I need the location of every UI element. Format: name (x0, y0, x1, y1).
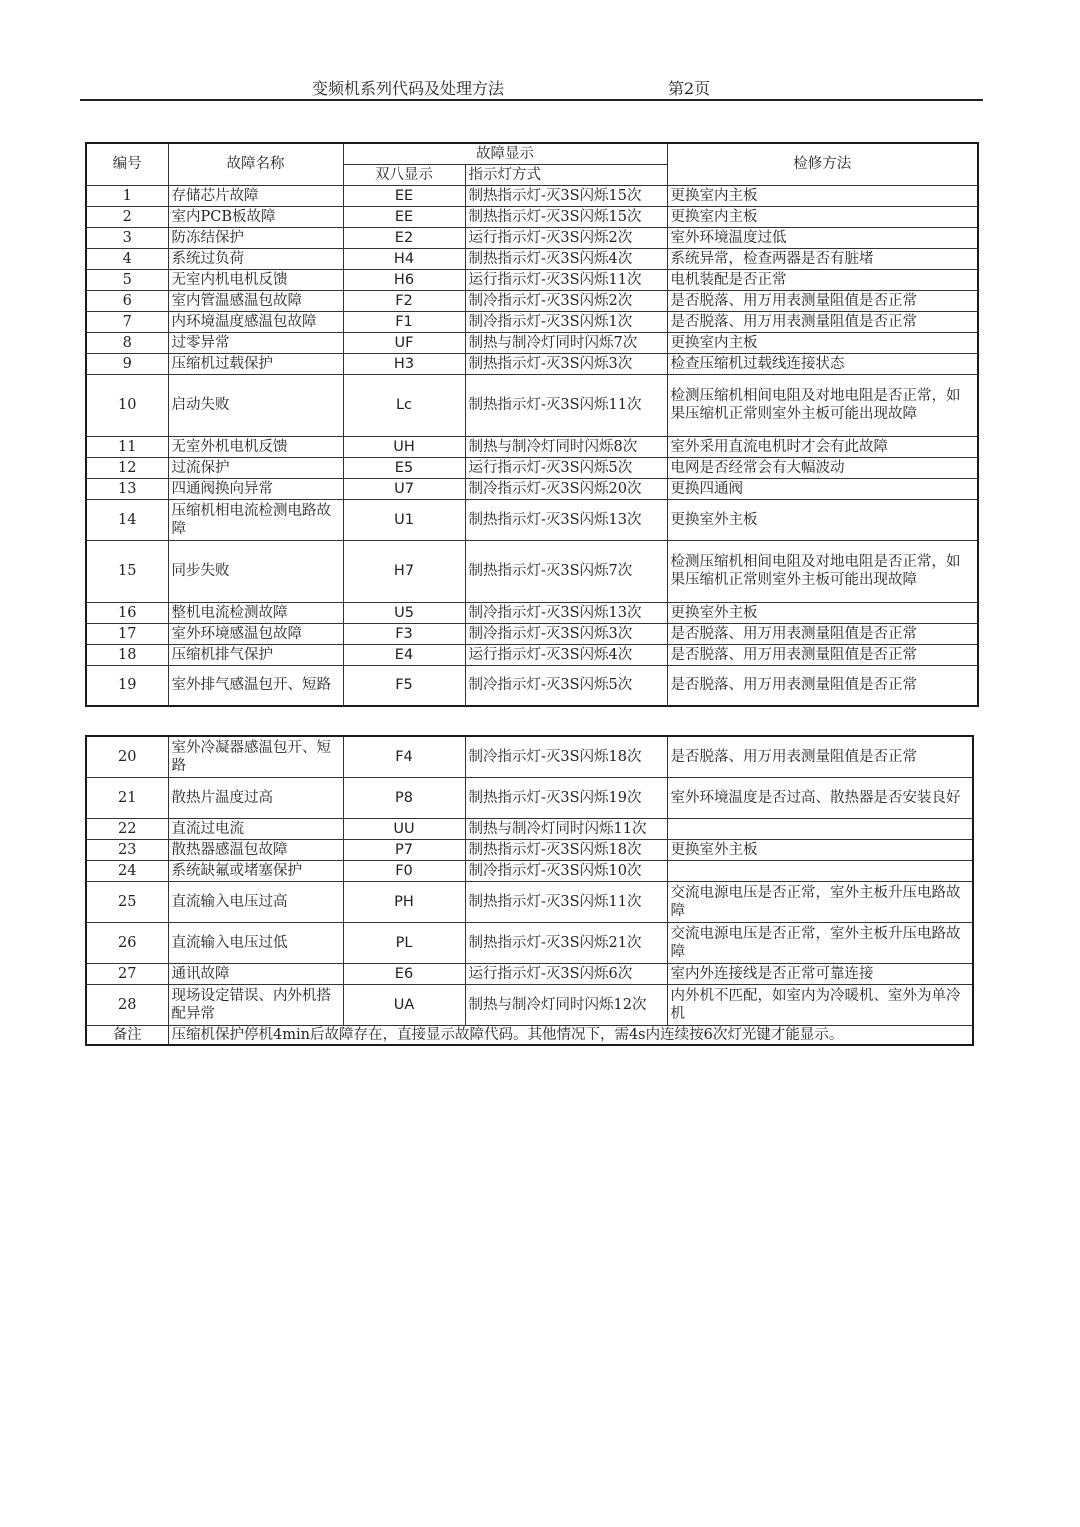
row-number: 20 (86, 736, 168, 777)
row-number: 2 (86, 206, 168, 227)
repair-method: 系统异常，检查两器是否有脏堵 (667, 248, 978, 269)
table-row (86, 644, 978, 665)
double-eight-code: H3 (343, 353, 465, 374)
double-eight-code: UF (343, 332, 465, 353)
repair-method: 是否脱落、用万用表测量阻值是否正常 (667, 290, 978, 311)
row-number: 9 (86, 353, 168, 374)
double-eight-code: E5 (343, 457, 465, 478)
table-row (86, 353, 978, 374)
double-eight-code: P8 (343, 777, 465, 818)
double-eight-code: UU (343, 818, 465, 839)
fault-name: 内环境温度感温包故障 (168, 311, 343, 332)
fault-name: 系统缺氟或堵塞保护 (168, 860, 343, 881)
table-row (86, 818, 973, 839)
fault-name: 室内管温感温包故障 (168, 290, 343, 311)
table-row (86, 269, 978, 290)
led-indicator-mode: 运行指示灯-灭3S闪烁6次 (465, 963, 667, 984)
row-number: 15 (86, 540, 168, 602)
double-eight-code: H4 (343, 248, 465, 269)
header-fault-name: 故障名称 (168, 143, 343, 185)
led-indicator-mode: 制热指示灯-灭3S闪烁15次 (465, 206, 667, 227)
fault-name: 室外冷凝器感温包开、短路 (168, 736, 343, 777)
row-number: 14 (86, 499, 168, 540)
repair-method: 交流电源电压是否正常，室外主板升压电路故障 (667, 922, 973, 963)
repair-method: 电网是否经常会有大幅波动 (667, 457, 978, 478)
repair-method: 是否脱落、用万用表测量阻值是否正常 (667, 311, 978, 332)
double-eight-code: U1 (343, 499, 465, 540)
double-eight-code: F3 (343, 623, 465, 644)
double-eight-code: EE (343, 185, 465, 206)
repair-method: 室外采用直流电机时才会有此故障 (667, 436, 978, 457)
led-indicator-mode: 制冷指示灯-灭3S闪烁20次 (465, 478, 667, 499)
table-row (86, 860, 973, 881)
fault-name: 存储芯片故障 (168, 185, 343, 206)
table-row (86, 623, 978, 644)
repair-method: 检测压缩机相间电阻及对地电阻是否正常，如果压缩机正常则室外主板可能出现故障 (667, 540, 978, 602)
fault-name: 过零异常 (168, 332, 343, 353)
led-indicator-mode: 制冷指示灯-灭3S闪烁18次 (465, 736, 667, 777)
fault-name: 防冻结保护 (168, 227, 343, 248)
row-number: 16 (86, 602, 168, 623)
fault-name: 同步失败 (168, 540, 343, 602)
fault-name: 室外排气感温包开、短路 (168, 665, 343, 706)
table-row (86, 206, 978, 227)
row-number: 17 (86, 623, 168, 644)
repair-method: 更换四通阀 (667, 478, 978, 499)
repair-method (667, 860, 973, 881)
fault-name: 散热片温度过高 (168, 777, 343, 818)
double-eight-code: U5 (343, 602, 465, 623)
table-row (86, 499, 978, 540)
double-eight-code: E6 (343, 963, 465, 984)
row-number: 28 (86, 984, 168, 1025)
repair-method: 更换室内主板 (667, 185, 978, 206)
header-led-mode: 指示灯方式 (465, 164, 667, 185)
repair-method: 更换室内主板 (667, 206, 978, 227)
fault-name: 压缩机排气保护 (168, 644, 343, 665)
led-indicator-mode: 制热与制冷灯同时闪烁12次 (465, 984, 667, 1025)
led-indicator-mode: 制冷指示灯-灭3S闪烁5次 (465, 665, 667, 706)
fault-name: 系统过负荷 (168, 248, 343, 269)
row-number: 12 (86, 457, 168, 478)
fault-name: 直流过电流 (168, 818, 343, 839)
row-number: 18 (86, 644, 168, 665)
repair-method: 更换室外主板 (667, 499, 978, 540)
fault-name: 无室内机电机反馈 (168, 269, 343, 290)
double-eight-code: U7 (343, 478, 465, 499)
row-number: 23 (86, 839, 168, 860)
repair-method: 室外环境温度过低 (667, 227, 978, 248)
fault-name: 散热器感温包故障 (168, 839, 343, 860)
repair-method: 是否脱落、用万用表测量阻值是否正常 (667, 736, 973, 777)
repair-method: 内外机不匹配，如室内为冷暖机、室外为单冷机 (667, 984, 973, 1025)
led-indicator-mode: 制热与制冷灯同时闪烁11次 (465, 818, 667, 839)
double-eight-code: UH (343, 436, 465, 457)
repair-method (667, 818, 973, 839)
double-eight-code: E4 (343, 644, 465, 665)
double-eight-code: PH (343, 881, 465, 922)
header-repair-method: 检修方法 (667, 143, 978, 185)
table-row (86, 963, 973, 984)
fault-name: 直流输入电压过低 (168, 922, 343, 963)
row-number: 21 (86, 777, 168, 818)
double-eight-code: Lc (343, 374, 465, 436)
double-eight-code: H6 (343, 269, 465, 290)
led-indicator-mode: 制热指示灯-灭3S闪烁13次 (465, 499, 667, 540)
repair-method: 更换室外主板 (667, 839, 973, 860)
row-number: 27 (86, 963, 168, 984)
fault-name: 过流保护 (168, 457, 343, 478)
table-row (86, 185, 978, 206)
double-eight-code: F4 (343, 736, 465, 777)
repair-method: 是否脱落、用万用表测量阻值是否正常 (667, 644, 978, 665)
fault-name: 无室外机电机反馈 (168, 436, 343, 457)
fault-name: 通讯故障 (168, 963, 343, 984)
double-eight-code: F1 (343, 311, 465, 332)
double-eight-code: PL (343, 922, 465, 963)
led-indicator-mode: 运行指示灯-灭3S闪烁5次 (465, 457, 667, 478)
header-double-eight: 双八显示 (343, 164, 465, 185)
led-indicator-mode: 制冷指示灯-灭3S闪烁3次 (465, 623, 667, 644)
double-eight-code: EE (343, 206, 465, 227)
row-number: 19 (86, 665, 168, 706)
fault-name: 四通阀换向异常 (168, 478, 343, 499)
fault-name: 室外环境感温包故障 (168, 623, 343, 644)
table-row (86, 881, 973, 922)
row-number: 3 (86, 227, 168, 248)
row-number: 25 (86, 881, 168, 922)
table-row (86, 478, 978, 499)
row-number: 26 (86, 922, 168, 963)
repair-method: 交流电源电压是否正常，室外主板升压电路故障 (667, 881, 973, 922)
table-row (86, 540, 978, 602)
row-number: 24 (86, 860, 168, 881)
fault-code-table-part2 (85, 735, 974, 1046)
led-indicator-mode: 运行指示灯-灭3S闪烁11次 (465, 269, 667, 290)
row-number: 22 (86, 818, 168, 839)
double-eight-code: UA (343, 984, 465, 1025)
double-eight-code: H7 (343, 540, 465, 602)
fault-name: 整机电流检测故障 (168, 602, 343, 623)
table-row (86, 436, 978, 457)
led-indicator-mode: 制热指示灯-灭3S闪烁19次 (465, 777, 667, 818)
repair-method: 室外环境温度是否过高、散热器是否安装良好 (667, 777, 973, 818)
row-number: 6 (86, 290, 168, 311)
note-text: 压缩机保护停机4min后故障存在，直接显示故障代码。其他情况下，需4s内连续按6次灯光键才能显示。 (168, 1025, 973, 1045)
led-indicator-mode: 制冷指示灯-灭3S闪烁2次 (465, 290, 667, 311)
repair-method: 是否脱落、用万用表测量阻值是否正常 (667, 665, 978, 706)
table-row (86, 602, 978, 623)
double-eight-code: F0 (343, 860, 465, 881)
table-row (86, 248, 978, 269)
fault-code-table-part1 (85, 142, 979, 707)
fault-name: 现场设定错误、内外机搭配异常 (168, 984, 343, 1025)
led-indicator-mode: 制热指示灯-灭3S闪烁3次 (465, 353, 667, 374)
repair-method: 是否脱落、用万用表测量阻值是否正常 (667, 623, 978, 644)
repair-method: 更换室外主板 (667, 602, 978, 623)
fault-name: 室内PCB板故障 (168, 206, 343, 227)
led-indicator-mode: 制冷指示灯-灭3S闪烁10次 (465, 860, 667, 881)
row-number: 5 (86, 269, 168, 290)
table-row (86, 736, 973, 777)
table-row (86, 374, 978, 436)
led-indicator-mode: 制热指示灯-灭3S闪烁4次 (465, 248, 667, 269)
led-indicator-mode: 制热与制冷灯同时闪烁8次 (465, 436, 667, 457)
fault-name: 启动失败 (168, 374, 343, 436)
fault-name: 压缩机过载保护 (168, 353, 343, 374)
double-eight-code: P7 (343, 839, 465, 860)
row-number: 7 (86, 311, 168, 332)
fault-name: 压缩机相电流检测电路故障 (168, 499, 343, 540)
row-number: 8 (86, 332, 168, 353)
row-number: 4 (86, 248, 168, 269)
repair-method: 检查压缩机过载线连接状态 (667, 353, 978, 374)
repair-method: 更换室内主板 (667, 332, 978, 353)
led-indicator-mode: 运行指示灯-灭3S闪烁2次 (465, 227, 667, 248)
table-row (86, 227, 978, 248)
fault-name: 直流输入电压过高 (168, 881, 343, 922)
double-eight-code: E2 (343, 227, 465, 248)
led-indicator-mode: 制冷指示灯-灭3S闪烁1次 (465, 311, 667, 332)
table-row (86, 332, 978, 353)
led-indicator-mode: 制热指示灯-灭3S闪烁18次 (465, 839, 667, 860)
led-indicator-mode: 制热指示灯-灭3S闪烁11次 (465, 881, 667, 922)
header-no: 编号 (86, 143, 168, 185)
led-indicator-mode: 制冷指示灯-灭3S闪烁13次 (465, 602, 667, 623)
row-number: 11 (86, 436, 168, 457)
page-number: 第2页 (668, 79, 711, 98)
note-label: 备注 (86, 1025, 168, 1045)
led-indicator-mode: 制热指示灯-灭3S闪烁7次 (465, 540, 667, 602)
header-divider (80, 99, 983, 101)
table-row (86, 665, 978, 706)
row-number: 10 (86, 374, 168, 436)
double-eight-code: F5 (343, 665, 465, 706)
table-row (86, 457, 978, 478)
table-row (86, 290, 978, 311)
repair-method: 电机装配是否正常 (667, 269, 978, 290)
table-row (86, 311, 978, 332)
table-row (86, 984, 973, 1025)
led-indicator-mode: 制热指示灯-灭3S闪烁11次 (465, 374, 667, 436)
double-eight-code: F2 (343, 290, 465, 311)
row-number: 13 (86, 478, 168, 499)
led-indicator-mode: 运行指示灯-灭3S闪烁4次 (465, 644, 667, 665)
led-indicator-mode: 制热与制冷灯同时闪烁7次 (465, 332, 667, 353)
document-title: 变频机系列代码及处理方法 (312, 79, 505, 98)
row-number: 1 (86, 185, 168, 206)
header-fault-display: 故障显示 (343, 143, 667, 164)
led-indicator-mode: 制热指示灯-灭3S闪烁21次 (465, 922, 667, 963)
repair-method: 检测压缩机相间电阻及对地电阻是否正常，如果压缩机正常则室外主板可能出现故障 (667, 374, 978, 436)
table-row (86, 922, 973, 963)
table-row (86, 777, 973, 818)
led-indicator-mode: 制热指示灯-灭3S闪烁15次 (465, 185, 667, 206)
table-row (86, 839, 973, 860)
repair-method: 室内外连接线是否正常可靠连接 (667, 963, 973, 984)
